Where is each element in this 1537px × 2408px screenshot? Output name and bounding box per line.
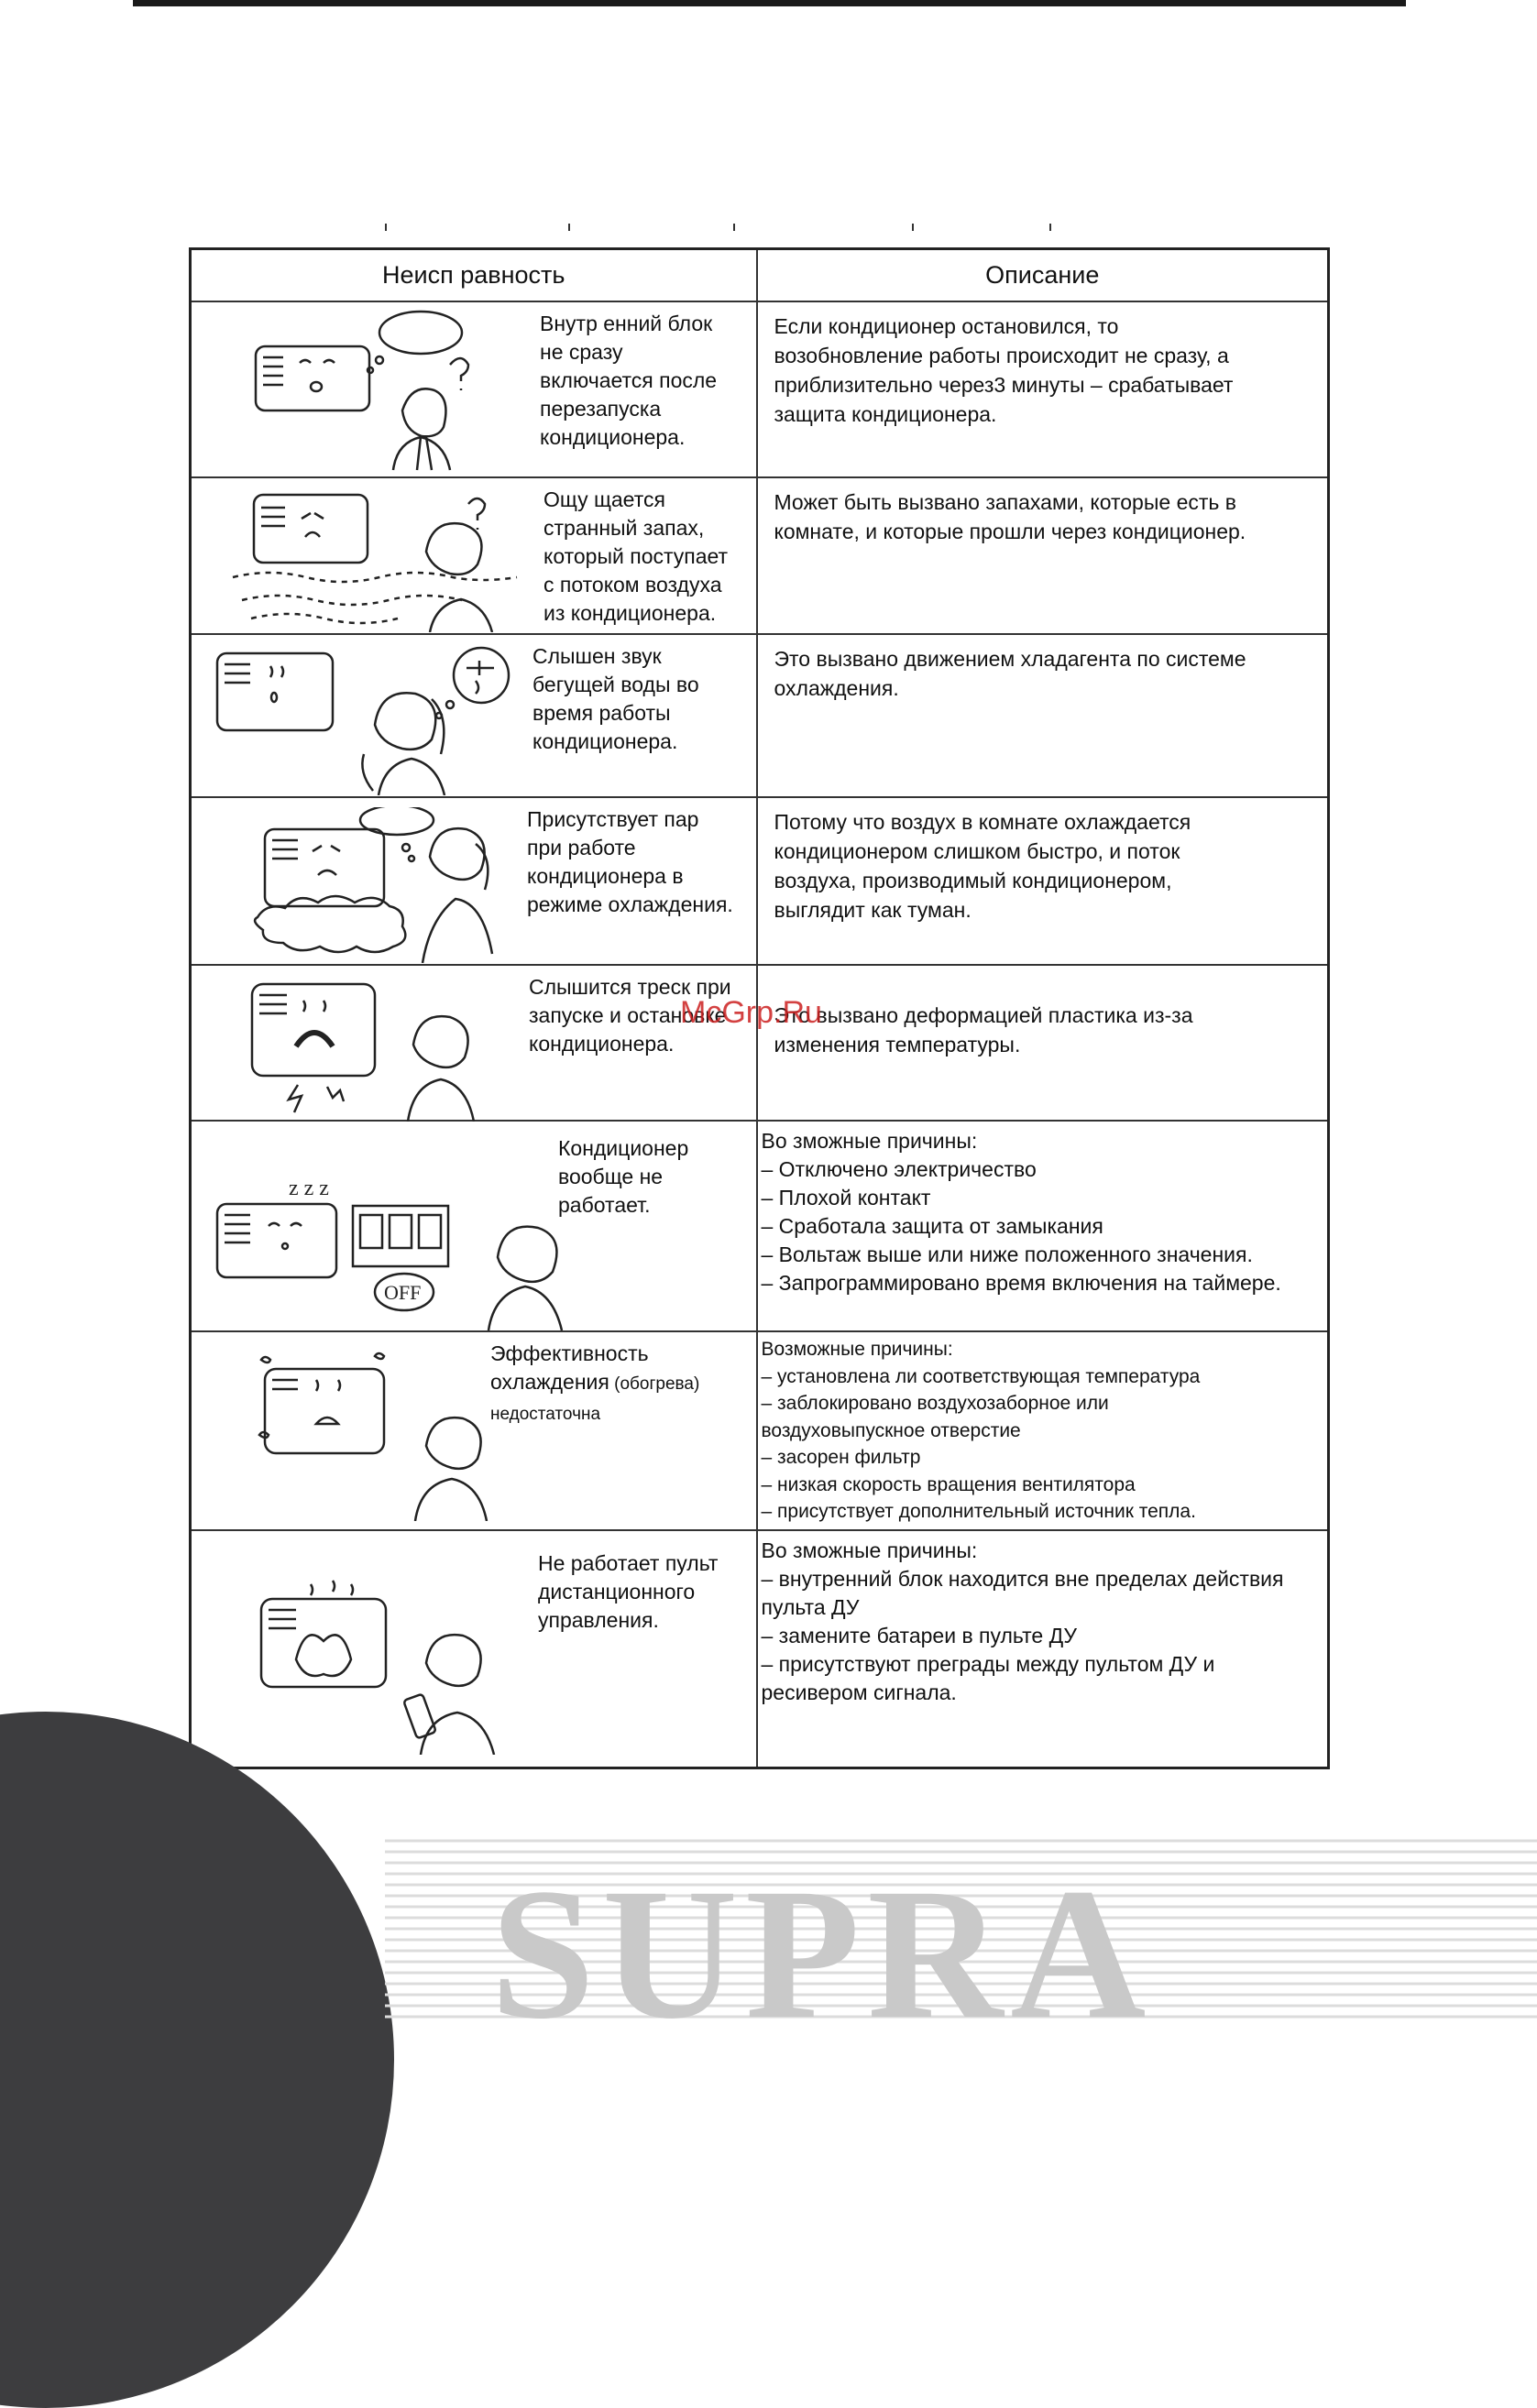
- table-row: [191, 797, 1329, 965]
- description-text: Это вызвано движением хладагента по системе охлаждения.: [774, 647, 1246, 700]
- description-cell: [757, 797, 1329, 965]
- description-cell: [757, 301, 1329, 477]
- description-cell: [757, 1530, 1329, 1768]
- fault-cell: [191, 1121, 757, 1331]
- fault-cell: [191, 301, 757, 477]
- issue-main: Эффективность охлаждения: [490, 1341, 649, 1394]
- description-cell: [757, 1121, 1329, 1331]
- cropped-text-residue: [385, 224, 1118, 233]
- issue-text: Присутствует пар при работе кондиционера в режиме охлаждения.: [527, 807, 733, 916]
- description-text: Возможные причины: – установлена ли соответствующая температура – заблокировано воздухозаборное или воздуховыпускное отверстие – засорен фильтр – низкая скорость вращения вентилятора – присутствует дополнительный источник тепла.: [761, 1339, 1201, 1522]
- table-header-row: [191, 249, 1329, 302]
- description-text: Во зможные причины: – внутренний блок находится вне пределах действия пульта ДУ – замените батареи в пульте ДУ – присутствуют преграды между пультом ДУ и ресивером сигнала.: [761, 1538, 1284, 1704]
- description-cell: [757, 634, 1329, 797]
- fault-cell: [191, 634, 757, 797]
- not-working-illustration: [214, 1138, 598, 1330]
- description-cell: [757, 1331, 1329, 1530]
- table-row: [191, 965, 1329, 1121]
- table-row: [191, 1121, 1329, 1331]
- brand-logo: SUPRA: [490, 1850, 1154, 2058]
- snore-label: z z z: [289, 1177, 329, 1200]
- unit-confused-woman-illustration: [247, 310, 521, 475]
- issue-tail: недостаточна: [490, 1405, 601, 1424]
- description-text: Может быть вызвано запахами, которые есть в комнате, и которые прошли через кондиционер.: [774, 490, 1246, 543]
- issue-text: Слышится треск при запуске и остановке кондиционера.: [529, 975, 731, 1056]
- issue-text: Внутр енний блок не сразу включается после перезапуска кондиционера.: [540, 312, 718, 449]
- table-row: [191, 477, 1329, 634]
- issue-text: Не работает пульт дистанционного управления.: [538, 1550, 719, 1632]
- table-row: [191, 1530, 1329, 1768]
- description-cell: [757, 965, 1329, 1121]
- table-row: [191, 1331, 1329, 1530]
- fault-cell: [191, 1530, 757, 1768]
- issue-note: (обогрева): [614, 1374, 700, 1394]
- description-cell: [757, 477, 1329, 634]
- fault-cell: [191, 797, 757, 965]
- description-text: Это вызвано деформацией пластика из-за изменения температуры.: [774, 1003, 1193, 1056]
- header-fault: Неисп равность: [191, 249, 757, 302]
- fault-cell: [191, 965, 757, 1121]
- steam-fog-illustration: [248, 807, 523, 963]
- corner-decoration: [0, 1712, 394, 2408]
- description-text: Потому что воздух в комнате охлаждается кондиционером слишком быстро, и поток воздуха, производимый кондиционером, выглядит как туман.: [774, 810, 1191, 922]
- table-row: [191, 634, 1329, 797]
- water-sound-illustration: [214, 644, 516, 795]
- issue-text: Кондиционер вообще не работает.: [558, 1136, 689, 1217]
- issue-text: Ощу щается странный запах, который поступает с потоком воздуха из кондиционера.: [543, 487, 729, 625]
- issue-text: [490, 1340, 699, 1428]
- description-text: Если кондиционер остановился, то возобновление работы происходит не сразу, а приблизительно через3 минуты – срабатывает защита кондиционера.: [774, 314, 1234, 426]
- table-row: [191, 301, 1329, 477]
- smell-airflow-illustration: [228, 486, 540, 632]
- watermark: McGrp.Ru: [680, 995, 822, 1030]
- description-text: Во зможные причины: – Отключено электричество – Плохой контакт – Сработала защита от замыкания – Вольтаж выше или ниже положенного значения. – Запрограммировано время включения на таймере.: [761, 1129, 1281, 1295]
- remote-not-working-illustration: [256, 1571, 512, 1755]
- insufficient-cooling-illustration: [256, 1347, 503, 1521]
- header-description: Описание: [757, 249, 1329, 302]
- cracking-noise-illustration: [243, 975, 518, 1122]
- top-rule: [133, 0, 1406, 6]
- off-label: OFF: [384, 1281, 422, 1304]
- fault-cell: [191, 477, 757, 634]
- fault-cell: [191, 1331, 757, 1530]
- issue-text: Слышен звук бегущей воды во время работы кондиционера.: [532, 644, 699, 753]
